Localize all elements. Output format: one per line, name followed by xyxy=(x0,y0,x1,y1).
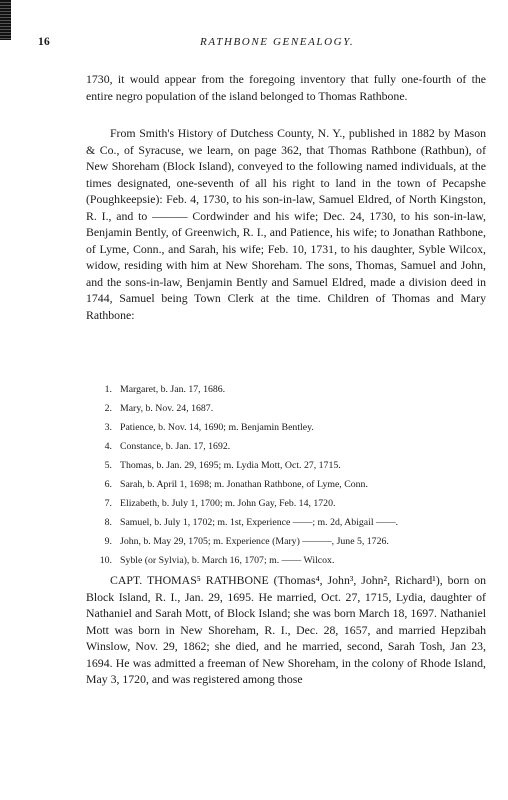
child-text: Elizabeth, b. July 1, 1700; m. John Gay, Feb. 14, 1720. xyxy=(120,498,336,509)
child-text: John, b. May 29, 1705; m. Experience (Mary) ———, June 5, 1726. xyxy=(120,536,389,547)
child-text: Constance, b. Jan. 17, 1692. xyxy=(120,441,231,452)
child-number: 4. xyxy=(104,441,112,452)
child-text: Thomas, b. Jan. 29, 1695; m. Lydia Mott, Oct. 27, 1715. xyxy=(120,460,341,471)
child-entry xyxy=(88,517,488,529)
paragraph-text: From Smith's History of Dutchess County, N. Y., published in 1882 by Mason & Co., of Syracuse, we learn, on page 362, that Thomas Rathbone (Rathbun), of New Shoreham (Block Island), conveyed to the following named individuals, at the times designated, one-seventh of all his right to land in the town of Pecapshe (Poughkeepsie): Feb. 4, 1730, to his son-in-law, Samuel Eldred, of North Kingston, R. I., and to ——— Cordwinder and his wife; Dec. 24, 1730, to his son-in-law, Benjamin Bently, of Greenwich, R. I., and Patience, his wife; to Jonathan Rathbone, of Lyme, Conn., and Sarah, his wife; Feb. 10, 1731, to his daughter, Syble Wilcox, widow, residing with him at New Shoreham. The sons, Thomas, Samuel and John, and the sons-in-law, Benjamin Bently and Samuel Eldred, made a division deed in 1744, Samuel being Town Clerk at the time. Children of Thomas and Mary Rathbone: xyxy=(86,126,486,322)
child-number: 5. xyxy=(104,460,112,471)
child-entry xyxy=(88,536,488,548)
paragraph-text: CAPT. THOMAS⁵ RATHBONE (Thomas⁴, John³, John², Richard¹), born on Block Island, R. I., Jan. 29, 1695. He married, Oct. 27, 1715, Lydia, daughter of Nathaniel and Sarah Mott, of Block Island; she was born March 18, 1697. Nathaniel Mott was born in New Shoreham, R. I., Dec. 28, 1657, and married Hepzibah Winslow, Nov. 29, 1862; she died, and he married, second, Sarah Tosh, Jan 23, 1694. He was admitted a freeman of New Shoreham, in the colony of Rhode Island, May 3, 1720, and was registered among those xyxy=(86,573,486,686)
child-entry xyxy=(88,403,488,415)
page-number: 16 xyxy=(38,36,51,48)
running-title: RATHBONE GENEALOGY. xyxy=(200,36,355,48)
paragraph-dutchess-history xyxy=(86,125,486,323)
child-entry xyxy=(88,441,488,453)
child-number: 6. xyxy=(104,479,112,490)
child-number: 10. xyxy=(99,555,112,566)
child-number: 9. xyxy=(104,536,112,547)
child-entry xyxy=(88,384,488,396)
child-text: Margaret, b. Jan. 17, 1686. xyxy=(120,384,226,395)
child-text: Samuel, b. July 1, 1702; m. 1st, Experience ——; m. 2d, Abigail ——. xyxy=(120,517,399,528)
child-number: 1. xyxy=(104,384,112,395)
child-text: Sarah, b. April 1, 1698; m. Jonathan Rathbone, of Lyme, Conn. xyxy=(120,479,368,490)
children-list xyxy=(88,384,488,574)
paragraph-inventory xyxy=(86,71,486,104)
child-text: Patience, b. Nov. 14, 1690; m. Benjamin Bentley. xyxy=(120,422,314,433)
child-number: 3. xyxy=(104,422,112,433)
child-entry xyxy=(88,460,488,472)
child-text: Mary, b. Nov. 24, 1687. xyxy=(120,403,214,414)
child-entry xyxy=(88,479,488,491)
child-entry xyxy=(88,422,488,434)
paragraph-capt-thomas xyxy=(86,572,486,688)
child-number: 2. xyxy=(104,403,112,414)
paragraph-text: 1730, it would appear from the foregoing inventory that fully one-fourth of the entire negro population of the island belonged to Thomas Rathbone. xyxy=(86,72,486,103)
child-entry xyxy=(88,498,488,510)
child-number: 7. xyxy=(104,498,112,509)
child-number: 8. xyxy=(104,517,112,528)
child-entry xyxy=(88,555,488,567)
child-text: Syble (or Sylvia), b. March 16, 1707; m. —— Wilcox. xyxy=(120,555,335,566)
scan-edge-mark xyxy=(0,0,11,40)
page-header xyxy=(0,36,508,52)
